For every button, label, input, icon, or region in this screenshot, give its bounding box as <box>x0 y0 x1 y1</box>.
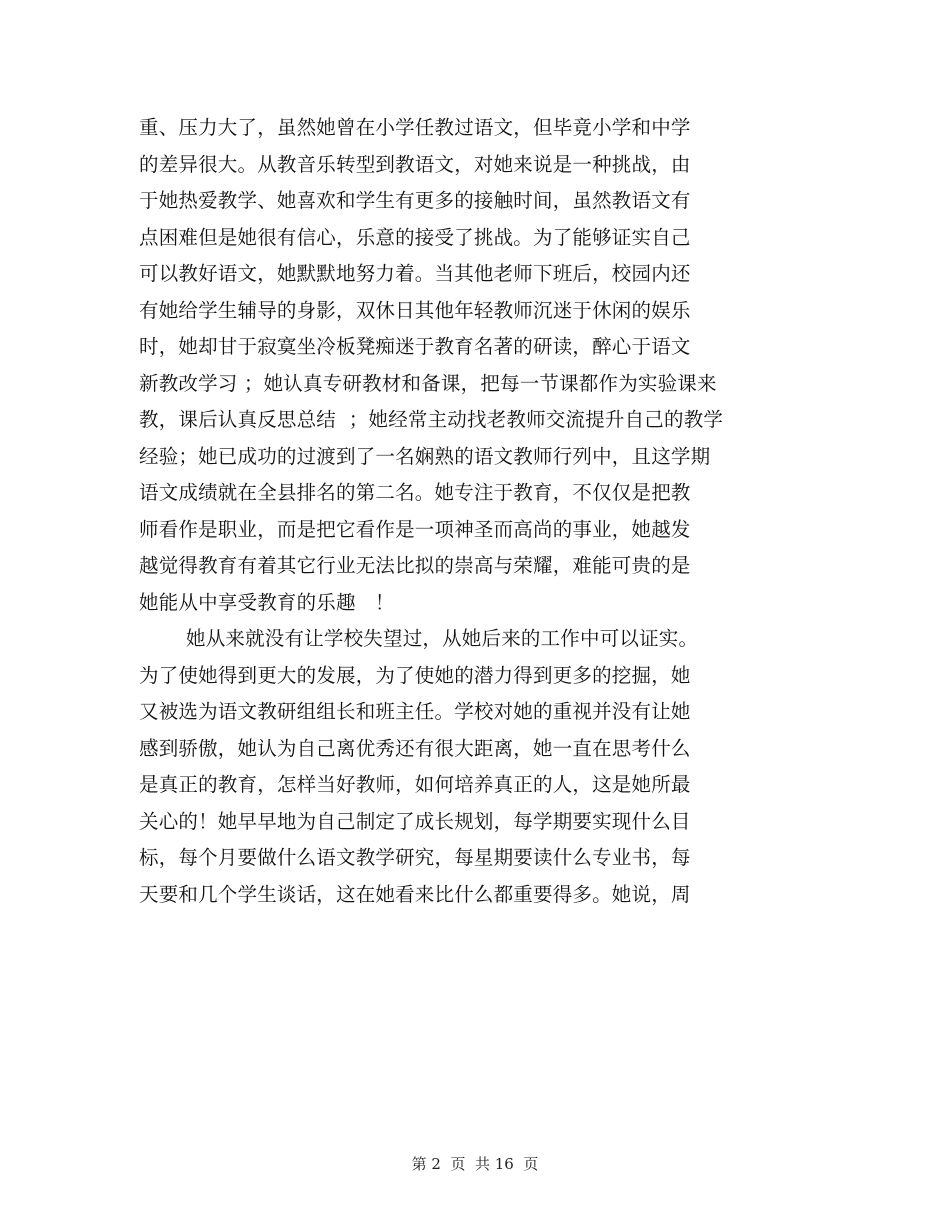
text-line: 她从来就没有让学校失望过，从她后来的工作中可以证实。 <box>186 627 699 650</box>
text-line: 教，课后认真反思总结 ；她经常主动找老教师交流提升自己的教学 <box>139 408 724 431</box>
text-line: 点困难但是她很有信心，乐意的接受了挑战。为了能够证实自己 <box>139 225 691 249</box>
text-line: 新教改学习 ；她认真专研教材和备课，把每一节课都作为实验课来 <box>139 371 717 395</box>
text-line: 越觉得教育有着其它行业无法比拟的崇高与荣耀，难能可贵的是 <box>139 554 691 577</box>
text-line: 为了使她得到更大的发展，为了使她的潜力得到更多的挖掘，她 <box>139 663 691 687</box>
text-line: 的差异很大。从教音乐转型到教语文，对她来说是一种挑战，由 <box>139 152 691 176</box>
page-footer: 第 2 页 共 16 页 <box>411 1155 539 1173</box>
text-line: 标，每个月要做什么语文教学研究，每星期要读什么专业书，每 <box>139 846 691 869</box>
body-text <box>139 110 779 913</box>
text-line: 时，她却甘于寂寞坐冷板凳痴迷于教育名著的研读，醉心于语文 <box>139 335 691 358</box>
text-line: 可以教好语文，她默默地努力着。当其他老师下班后，校园内还 <box>139 262 691 285</box>
text-line: 感到骄傲，她认为自己离优秀还有很大距离，她一直在思考什么 <box>139 736 691 760</box>
text-line: 重、压力大了，虽然她曾在小学任教过语文，但毕竟小学和中学 <box>139 116 691 139</box>
text-line: 师看作是职业，而是把它看作是一项神圣而高尚的事业，她越发 <box>139 517 691 541</box>
text-line: 又被选为语文教研组组长和班主任。学校对她的重视并没有让她 <box>139 700 691 723</box>
text-line: 经验；她已成功的过渡到了一名娴熟的语文教师行列中，且这学期 <box>139 444 711 468</box>
text-line: 天要和几个学生谈话，这在她看来比什么都重要得多。她说，周 <box>139 882 691 906</box>
text-line: 有她给学生辅导的身影，双休日其他年轻教师沉迷于休闲的娱乐 <box>139 298 691 322</box>
text-line: 关心的！她早早地为自己制定了成长规划，每学期要实现什么目 <box>139 809 691 833</box>
text-line: 她能从中享受教育的乐趣 ！ <box>139 590 395 614</box>
text-line: 语文成绩就在全县排名的第二名。她专注于教育，不仅仅是把教 <box>139 481 691 504</box>
text-line: 是真正的教育，怎样当好教师，如何培养真正的人，这是她所最 <box>139 773 691 796</box>
text-line: 于她热爱教学、她喜欢和学生有更多的接触时间，虽然教语文有 <box>139 189 691 212</box>
